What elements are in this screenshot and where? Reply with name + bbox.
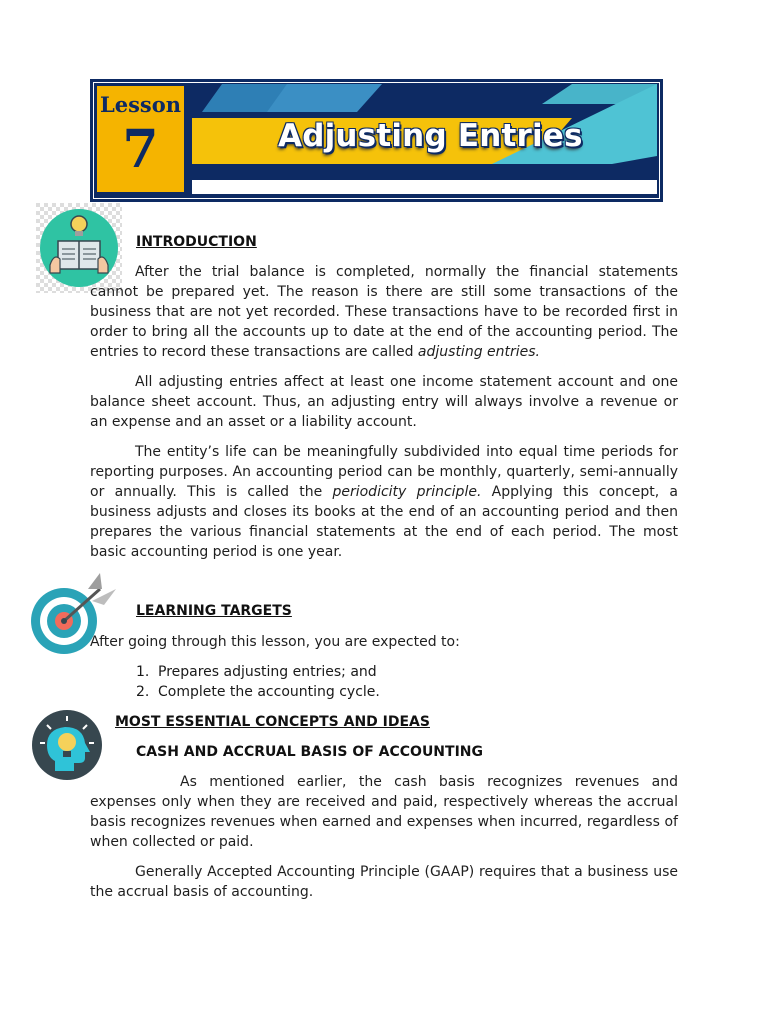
- lesson-number: 7: [122, 119, 159, 180]
- learning-targets-intro: After going through this lesson, you are expected to:: [90, 634, 460, 650]
- lesson-title: Adjusting Entries: [278, 118, 583, 154]
- intro-p3-after: Applying this concept, a business adjusts and closes its books at the end of an accounting period and then prepares the various financial statements at the end of each period. The most basic accounting period is one year.: [90, 484, 678, 560]
- introduction-heading: INTRODUCTION: [136, 234, 257, 250]
- list-item: [136, 682, 380, 702]
- intro-p1-text: After the trial balance is completed, normally the financial statements cannot be prepared yet. The reason is there are still some transactions of the business that are not yet recorded. These transactions have to be recorded first in order to bring all the accounts up to date at the end of the accounting period. The entries to record these transactions are called: [90, 264, 678, 360]
- learning-targets-list: [136, 662, 380, 702]
- title-area: [192, 84, 657, 194]
- intro-p3-text: The entity’s life can be meaningfully subdivided into equal time periods for reporting purposes. An accounting period can be monthly, quarterly, semi-annually or annually. This is called the: [90, 444, 678, 500]
- list-text: Prepares adjusting entries; and: [158, 664, 377, 680]
- lesson-label: Lesson: [99, 92, 182, 117]
- intro-p2-text: All adjusting entries affect at least one income statement account and one balance sheet account. Thus, an adjusting entry will always involve a revenue or an expense and an asset or a liability account.: [90, 374, 678, 430]
- cash-accrual-subheading: CASH AND ACCRUAL BASIS OF ACCOUNTING: [136, 744, 483, 760]
- list-text: Complete the accounting cycle.: [158, 684, 380, 700]
- learning-targets-heading: LEARNING TARGETS: [136, 603, 292, 619]
- intro-p1-italic: adjusting entries.: [417, 344, 541, 360]
- concepts-p2-text: Generally Accepted Accounting Principle (GAAP) requires that a business use the accrual basis of accounting.: [90, 864, 678, 900]
- list-item: [136, 662, 380, 682]
- intro-p3-italic: periodicity principle.: [332, 484, 482, 500]
- lesson-banner: [90, 79, 663, 202]
- list-number: 1.: [136, 664, 150, 680]
- concepts-p1-text: As mentioned earlier, the cash basis recognizes revenues and expenses only when they are received and paid, respectively whereas the accrual basis recognizes revenues when earned and expenses when incurred, regardless of when collected or paid.: [90, 774, 678, 850]
- introduction-paragraph-1: [90, 262, 678, 362]
- lesson-badge: [95, 84, 186, 194]
- list-number: 2.: [136, 684, 150, 700]
- concepts-paragraph-2: [90, 862, 678, 902]
- concepts-paragraph-1: [90, 772, 678, 852]
- introduction-paragraph-3: [90, 442, 678, 562]
- concepts-heading: MOST ESSENTIAL CONCEPTS AND IDEAS: [115, 714, 430, 730]
- introduction-paragraph-2: [90, 372, 678, 432]
